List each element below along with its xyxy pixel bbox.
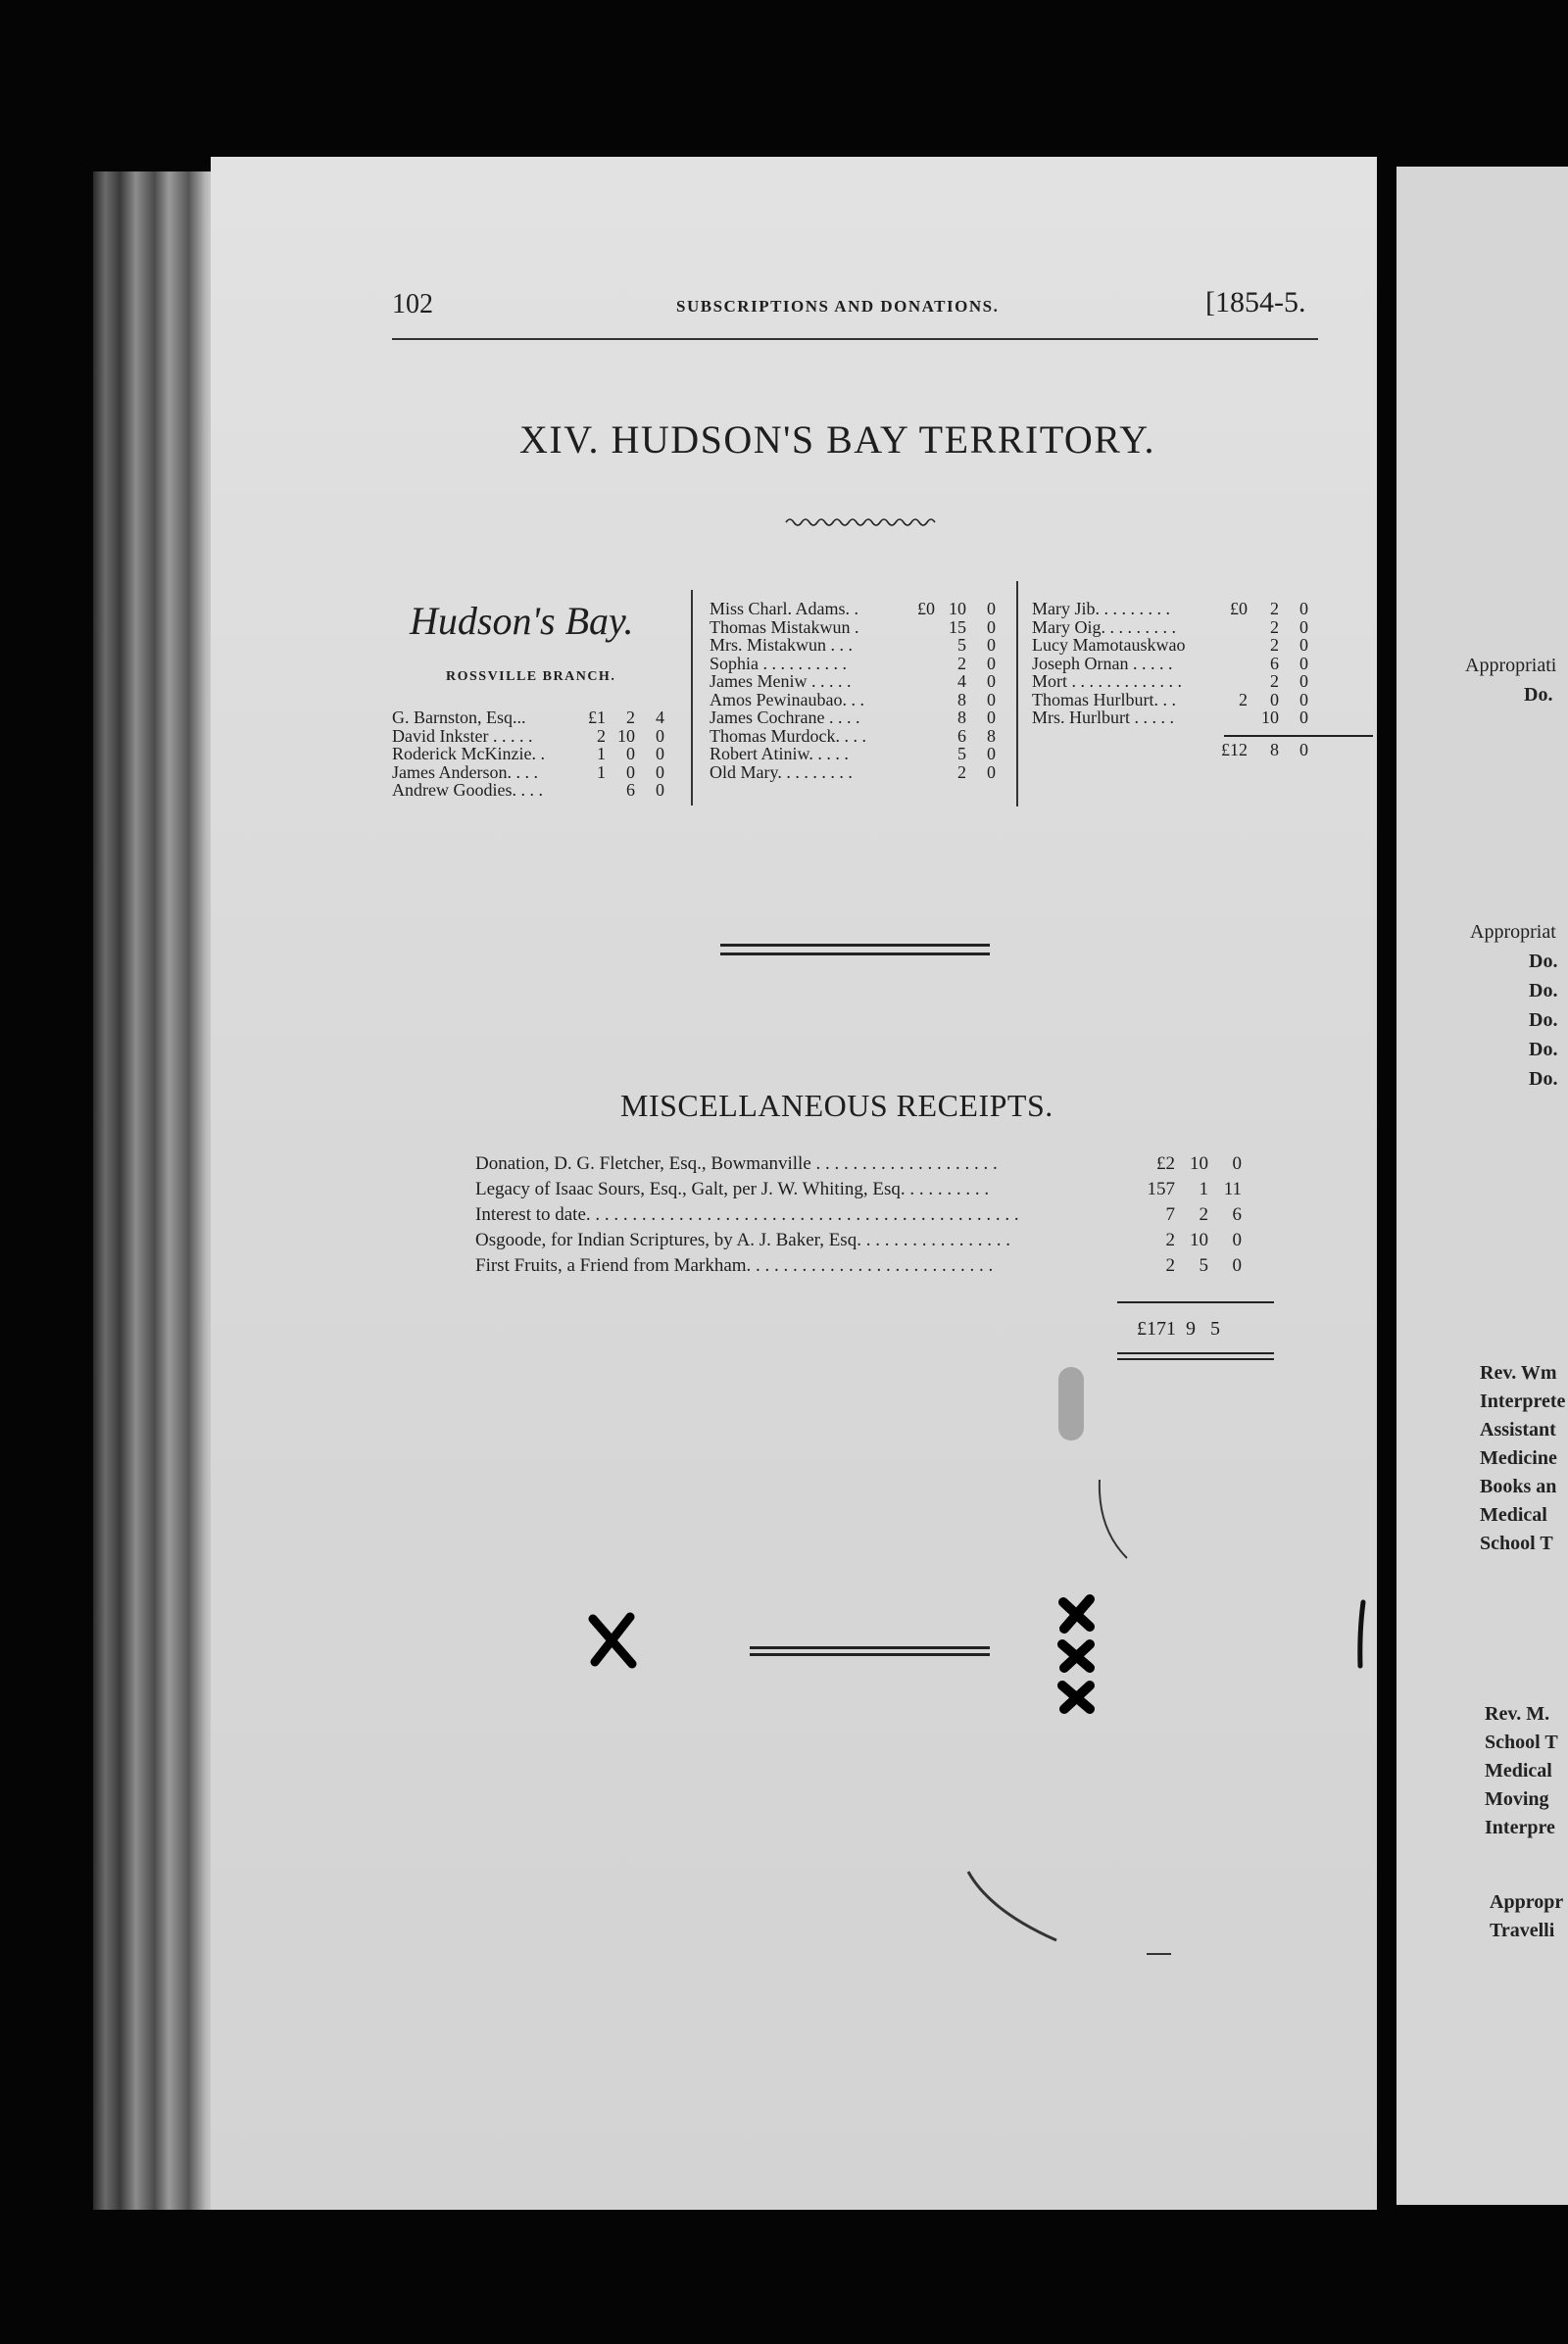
list-item: Sophia . . . . . . . . . . 2 0 xyxy=(710,653,996,673)
facing-page-line: Interprete xyxy=(1480,1391,1566,1412)
list-item: James Meniw . . . . . 4 0 xyxy=(710,671,996,691)
list-item: Lucy Mamotauskwao 2 0 xyxy=(1032,635,1308,655)
facing-page-line: Interpre xyxy=(1485,1817,1555,1838)
list-item: Amos Pewinaubao. . . 8 0 xyxy=(710,689,996,709)
misc-total: £171 9 5 xyxy=(1137,1318,1220,1340)
facing-page-line: Rev. Wm xyxy=(1480,1362,1557,1384)
facing-page-line: Medical xyxy=(1480,1504,1547,1526)
facing-page xyxy=(1396,167,1568,2205)
list-item: First Fruits, a Friend from Markham. . . . . . . . . . . . . . . . . . . . . . . . . . . 2 5 0 xyxy=(475,1255,1242,1276)
list-item: Legacy of Isaac Sours, Esq., Galt, per J. W. Whiting, Esq. . . . . . . . . . 157 1 11 xyxy=(475,1179,1242,1199)
facing-page-line: Moving xyxy=(1485,1788,1549,1810)
total-double-rule xyxy=(1117,1352,1274,1360)
subscriber-list-col3 xyxy=(1032,600,1326,758)
section-divider xyxy=(720,944,990,955)
facing-page-line: Assistant xyxy=(1480,1419,1556,1441)
list-item: Mrs. Mistakwun . . . 5 0 xyxy=(710,635,996,655)
list-item: David Inkster . . . . . 2 10 0 xyxy=(392,725,664,746)
misc-receipts-list xyxy=(475,1151,1259,1279)
list-item: Donation, D. G. Fletcher, Esq., Bowmanville . . . . . . . . . . . . . . . . . . . . £2 10 0 xyxy=(475,1153,1242,1174)
facing-page-line: Appropr xyxy=(1490,1891,1564,1913)
facing-page-line: School T xyxy=(1485,1732,1558,1753)
subscriber-list-col2 xyxy=(710,600,1004,781)
facing-page-line: Rev. M. xyxy=(1485,1703,1550,1725)
list-item: Robert Atiniw. . . . . 5 0 xyxy=(710,744,996,763)
subscriber-list-col1 xyxy=(392,708,676,800)
list-item: Thomas Hurlburt. . . 2 0 0 xyxy=(1032,689,1308,709)
list-item: James Cochrane . . . . 8 0 xyxy=(710,708,996,727)
list-item: Andrew Goodies. . . . 6 0 xyxy=(392,780,664,800)
list-item: Mary Jib. . . . . . . . . £0 2 0 xyxy=(1032,599,1308,618)
facing-page-line: Do. xyxy=(1529,951,1558,972)
misc-receipts-title: MISCELLANEOUS RECEIPTS. xyxy=(620,1088,1054,1123)
page-number: 102 xyxy=(392,289,433,319)
list-item: James Anderson. . . . 1 0 0 xyxy=(392,761,664,782)
facing-page-line: Do. xyxy=(1529,1009,1558,1031)
running-year: [1854-5. xyxy=(1205,286,1306,318)
facing-page-line: Do. xyxy=(1524,684,1553,706)
total-rule xyxy=(1117,1301,1274,1303)
list-item: Mary Oig. . . . . . . . . 2 0 xyxy=(1032,616,1308,637)
list-item: G. Barnston, Esq... £1 2 4 xyxy=(392,708,664,727)
facing-page-line: Do. xyxy=(1529,980,1558,1001)
total-rule xyxy=(1224,735,1373,737)
running-title: SUBSCRIPTIONS AND DONATIONS. xyxy=(676,297,1000,316)
facing-page-line: Appropriat xyxy=(1470,921,1556,943)
facing-page-line: Books an xyxy=(1480,1476,1557,1497)
list-total: £12 8 0 xyxy=(1221,739,1308,759)
list-item: Mort . . . . . . . . . . . . . 2 0 xyxy=(1032,671,1308,691)
hudsons-bay-title: Hudson's Bay. xyxy=(410,599,634,643)
wavy-ornament xyxy=(784,514,941,530)
facing-page-line: Medicine xyxy=(1480,1447,1557,1469)
column-rule xyxy=(1016,581,1018,806)
list-item: Osgoode, for Indian Scriptures, by A. J. Baker, Esq. . . . . . . . . . . . . . . . . 2 10 0 xyxy=(475,1230,1242,1250)
facing-page-line: Travelli xyxy=(1490,1920,1555,1941)
ink-stain xyxy=(1058,1367,1084,1441)
list-item: Thomas Murdock. . . . 6 8 xyxy=(710,725,996,746)
facing-page-line: Appropriati xyxy=(1465,655,1557,676)
list-item: Old Mary. . . . . . . . . 2 0 xyxy=(710,761,996,782)
facing-page-line: Do. xyxy=(1529,1039,1558,1060)
branch-name: ROSSVILLE BRANCH. xyxy=(446,669,616,684)
header-rule xyxy=(392,338,1318,340)
list-item: Joseph Ornan . . . . . 6 0 xyxy=(1032,653,1308,673)
facing-page-line: Medical xyxy=(1485,1760,1552,1782)
list-item: Thomas Mistakwun . 15 0 xyxy=(710,616,996,637)
list-item: Miss Charl. Adams. . £0 10 0 xyxy=(710,599,996,618)
facing-page-line: School T xyxy=(1480,1533,1553,1554)
book-spine xyxy=(93,171,216,2210)
facing-page-line: Do. xyxy=(1529,1068,1558,1090)
ink-strokes xyxy=(951,1470,1176,1960)
list-item: Roderick McKinzie. . 1 0 0 xyxy=(392,744,664,763)
section-title: XIV. HUDSON'S BAY TERRITORY. xyxy=(519,417,1155,462)
list-item: Mrs. Hurlburt . . . . . 10 0 xyxy=(1032,708,1308,727)
column-rule xyxy=(691,590,693,806)
list-item: Interest to date. . . . . . . . . . . . . . . . . . . . . . . . . . . . . . . . . . . . . . . . . . . . . . . 7 2 6 xyxy=(475,1204,1242,1225)
ink-cross-mark xyxy=(583,1607,652,1676)
ink-stroke xyxy=(1352,1597,1372,1676)
